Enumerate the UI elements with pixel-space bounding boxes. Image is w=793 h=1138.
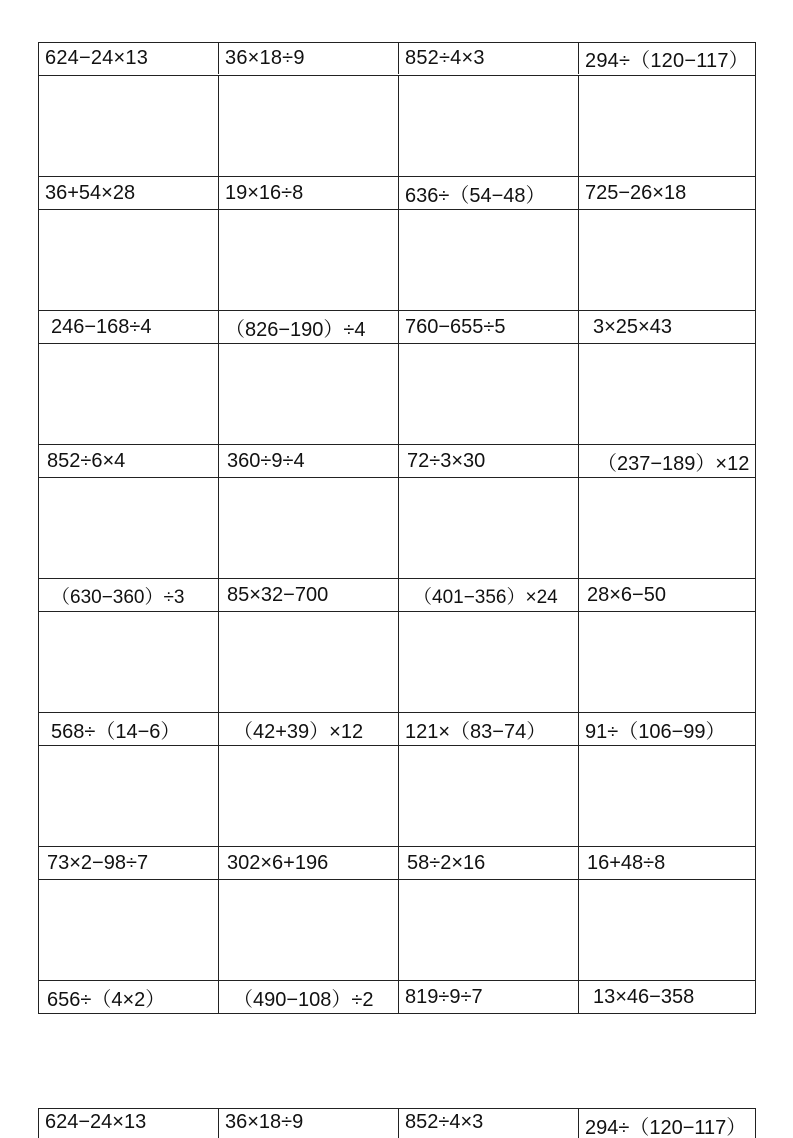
problem-expression: 725−26×18 <box>585 181 687 204</box>
work-space-row <box>39 210 755 310</box>
work-space <box>219 746 399 846</box>
work-space <box>399 746 579 846</box>
work-space <box>39 210 219 310</box>
work-space <box>39 76 219 176</box>
problem-expression: 656÷（4×2） <box>39 981 219 1013</box>
work-space <box>399 612 579 712</box>
problem-expression: 294÷（120−117） <box>585 50 749 72</box>
problem-expression: 624−24×13 <box>39 43 219 74</box>
problem-row <box>39 846 755 880</box>
problem-expression: 19×16÷8 <box>219 177 399 209</box>
arithmetic-worksheet <box>38 42 756 1014</box>
problem-expression: 28×6−50 <box>587 583 666 606</box>
work-space <box>219 478 399 578</box>
problem-expression: 360÷9÷4 <box>219 445 399 477</box>
problem-expression: 36+54×28 <box>39 177 219 209</box>
problem-expression: 246−168÷4 <box>39 311 219 343</box>
problem-expression: 91÷（106−99） <box>585 720 726 743</box>
work-space-row <box>39 880 755 980</box>
work-space <box>219 76 399 176</box>
problem-expression: （401−356）×24 <box>399 579 579 611</box>
problem-expression: 624−24×13 <box>39 1109 219 1138</box>
problem-expression: 16+48÷8 <box>587 851 666 874</box>
problem-expression: 13×46−358 <box>593 985 695 1008</box>
work-space <box>39 880 219 980</box>
work-space <box>579 76 757 176</box>
problem-expression: 636÷（54−48） <box>399 177 579 209</box>
problem-expression: 819÷9÷7 <box>399 981 579 1013</box>
work-space <box>399 478 579 578</box>
problem-expression: 3×25×43 <box>593 315 672 338</box>
problem-expression: 58÷2×16 <box>399 847 579 879</box>
problem-expression: 73×2−98÷7 <box>39 847 219 879</box>
problem-row <box>39 578 755 612</box>
work-space <box>39 344 219 444</box>
work-space <box>39 746 219 846</box>
work-space <box>219 880 399 980</box>
work-space <box>39 478 219 578</box>
problem-row <box>39 712 755 746</box>
work-space <box>399 880 579 980</box>
work-space <box>39 612 219 712</box>
problem-expression: 294÷（120−117） <box>585 1117 747 1138</box>
problem-expression: 72÷3×30 <box>399 445 579 477</box>
problem-expression: （490−108）÷2 <box>219 981 399 1013</box>
problem-expression: 121×（83−74） <box>399 713 579 745</box>
work-space <box>399 76 579 176</box>
problem-expression: 852÷4×3 <box>399 43 579 74</box>
work-space <box>399 210 579 310</box>
problem-expression: （826−190）÷4 <box>219 311 399 343</box>
problem-row <box>39 444 755 478</box>
problem-expression: 852÷4×3 <box>399 1109 579 1138</box>
work-space-row <box>39 612 755 712</box>
problem-row <box>39 310 755 344</box>
work-space <box>399 344 579 444</box>
problem-expression: 852÷6×4 <box>39 445 219 477</box>
work-space <box>219 210 399 310</box>
problem-expression: （42+39）×12 <box>219 713 399 745</box>
problem-expression: 302×6+196 <box>219 847 399 879</box>
work-space <box>219 612 399 712</box>
problem-expression: 36×18÷9 <box>219 43 399 74</box>
work-space <box>579 746 757 846</box>
problem-row <box>39 176 755 210</box>
work-space <box>579 210 757 310</box>
problem-expression: 36×18÷9 <box>219 1109 399 1138</box>
work-space <box>579 344 757 444</box>
work-space-row <box>39 746 755 846</box>
problem-expression: （237−189）×12 <box>597 452 750 475</box>
work-space <box>579 612 757 712</box>
problem-row <box>39 42 755 76</box>
next-page-worksheet-header <box>38 1108 756 1138</box>
problem-row <box>39 980 755 1014</box>
work-space <box>219 344 399 444</box>
problem-expression: 85×32−700 <box>219 579 399 611</box>
work-space <box>579 478 757 578</box>
work-space-row <box>39 344 755 444</box>
problem-expression: （630−360）÷3 <box>39 579 219 611</box>
work-space-row <box>39 478 755 578</box>
problem-expression: 760−655÷5 <box>399 311 579 343</box>
work-space <box>579 880 757 980</box>
problem-expression: 568÷（14−6） <box>39 713 219 745</box>
work-space-row <box>39 76 755 176</box>
